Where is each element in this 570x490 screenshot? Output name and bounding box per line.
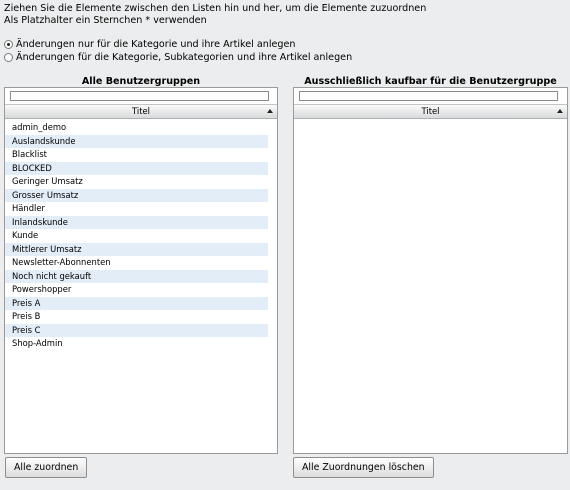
right-list-panel (293, 87, 568, 454)
list-item[interactable]: BLOCKED (5, 162, 268, 176)
list-item[interactable]: Händler (12, 203, 45, 213)
instruction-line-2: Als Platzhalter ein Sternchen * verwenden (4, 14, 207, 26)
list-item[interactable]: Preis C (5, 324, 268, 338)
radio-label[interactable]: Änderungen nur für die Kategorie und ihre Artikel anlegen (16, 39, 296, 50)
list-item[interactable]: Shop-Admin (12, 338, 63, 348)
list-item[interactable]: Kunde (12, 230, 39, 240)
left-panel-title: Alle Benutzergruppen (81, 76, 201, 87)
scope-radio-group (4, 38, 352, 64)
right-filter-input[interactable] (299, 91, 558, 101)
list-item[interactable]: Preis B (12, 311, 41, 321)
list-item[interactable]: admin_demo (12, 122, 67, 132)
radio-unchecked-icon[interactable] (4, 53, 13, 62)
instruction-line-1: Ziehen Sie die Elemente zwischen den Listen hin und her, um die Elemente zuzuordnen (4, 3, 427, 14)
right-column-header[interactable] (294, 104, 567, 119)
list-item[interactable]: Blacklist (12, 149, 47, 159)
right-panel-title: Ausschließlich kaufbar für die Benutzergruppe (304, 76, 557, 87)
sort-ascending-icon[interactable] (267, 109, 273, 113)
list-item[interactable]: Mittlerer Umsatz (5, 243, 268, 257)
left-group-list (5, 121, 277, 351)
radio-checked-icon[interactable] (4, 40, 13, 49)
left-filter-input[interactable] (10, 91, 269, 101)
left-list-panel (4, 87, 278, 454)
radio-option-with-subcategories[interactable] (4, 51, 352, 64)
list-item[interactable]: Geringer Umsatz (12, 176, 83, 186)
instructions (4, 3, 426, 26)
left-column-header[interactable] (5, 104, 277, 119)
column-header-label: Titel (421, 106, 440, 116)
radio-option-category-only[interactable] (4, 38, 352, 51)
assign-all-button[interactable]: Alle zuordnen (5, 457, 87, 478)
sort-ascending-icon[interactable] (557, 109, 563, 113)
radio-label[interactable]: Änderungen für die Kategorie, Subkategorien und ihre Artikel anlegen (16, 52, 353, 63)
remove-all-assignments-button[interactable]: Alle Zuordnungen löschen (293, 457, 434, 478)
list-item[interactable]: Newsletter-Abonnenten (12, 257, 111, 267)
column-header-label: Titel (132, 106, 150, 116)
list-item[interactable]: Powershopper (12, 284, 72, 294)
list-item[interactable]: Preis A (5, 297, 268, 311)
list-item[interactable]: Grosser Umsatz (5, 189, 268, 203)
list-item[interactable]: Auslandskunde (5, 135, 268, 149)
list-item[interactable]: Inlandskunde (5, 216, 268, 230)
list-item[interactable]: Noch nicht gekauft (5, 270, 268, 284)
